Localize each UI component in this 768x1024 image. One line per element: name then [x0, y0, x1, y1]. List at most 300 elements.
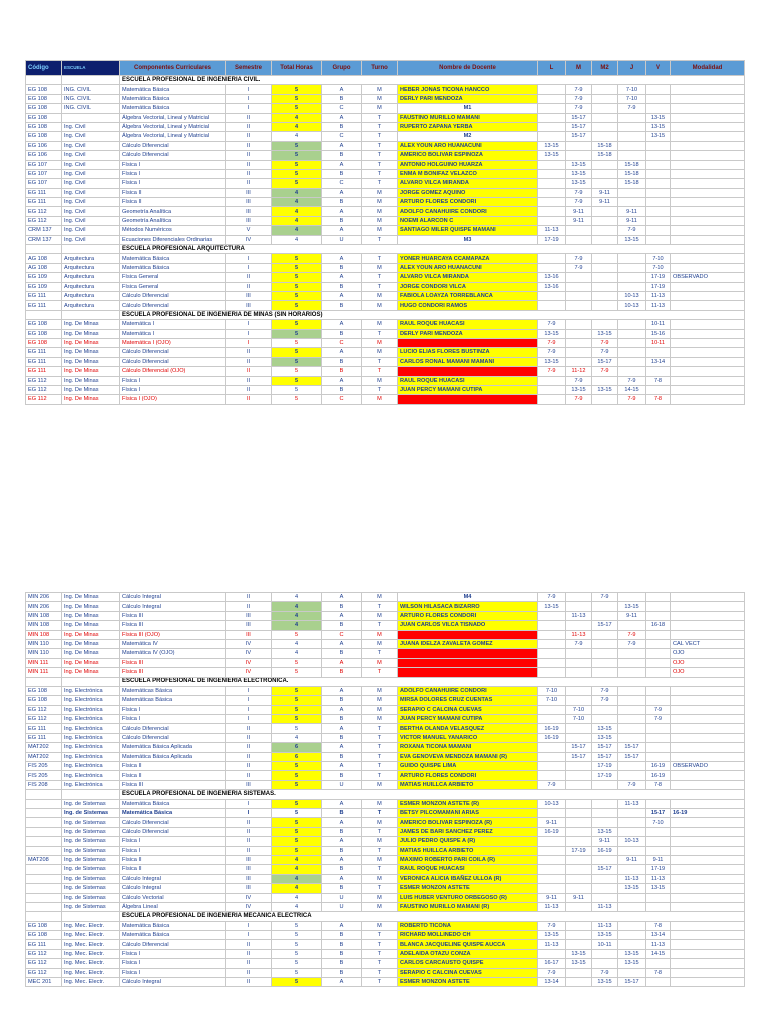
- column-header-codigo: Código: [26, 61, 62, 76]
- cell-grupo: C: [322, 338, 362, 347]
- cell-dia-j: [618, 696, 646, 705]
- cell-escuela: ING. CIVIL: [62, 104, 120, 113]
- cell-docente: JUAN PERCY MAMANI CUTIPA: [398, 385, 538, 394]
- cell-total-horas: 4: [272, 198, 322, 207]
- table-row: [26, 385, 745, 394]
- cell-semestre: II: [226, 593, 272, 602]
- cell-dia-v: [646, 207, 671, 216]
- cell-componente: Física I: [120, 179, 226, 188]
- table-row: [26, 855, 745, 864]
- cell-codigo: EG 112: [26, 968, 62, 977]
- table-row: [26, 893, 745, 902]
- cell-grupo: A: [322, 874, 362, 883]
- cell-docente: JUAN CARLOS VILCA TISNADO: [398, 621, 538, 630]
- cell-modalidad: [671, 85, 745, 94]
- cell-codigo: EG 107: [26, 160, 62, 169]
- cell-componente: Física I: [120, 837, 226, 846]
- header-row: [26, 61, 745, 76]
- cell-codigo: EG 108: [26, 122, 62, 131]
- cell-modalidad: [671, 188, 745, 197]
- cell-escuela: Arquitectura: [62, 282, 120, 291]
- cell-modalidad: [671, 799, 745, 808]
- cell-codigo: [26, 818, 62, 827]
- cell-modalidad: [671, 301, 745, 310]
- cell-semestre: III: [226, 621, 272, 630]
- cell-escuela: Ing. Electrónica: [62, 743, 120, 752]
- cell-dia-v: 7-9: [646, 715, 671, 724]
- cell-docente: ARTURO FLORES CONDORI: [398, 198, 538, 207]
- table-row: [26, 254, 745, 263]
- table-row: [26, 771, 745, 780]
- cell-codigo: EG 108: [26, 132, 62, 141]
- cell-dia-v: [646, 169, 671, 178]
- cell-turno: T: [362, 282, 398, 291]
- cell-codigo: EG 112: [26, 395, 62, 404]
- cell-semestre: III: [226, 780, 272, 789]
- cell-semestre: II: [226, 743, 272, 752]
- cell-componente: Matemática Básica: [120, 799, 226, 808]
- cell-turno: T: [362, 762, 398, 771]
- cell-docente: ENMA M BONIFAZ VELAZCO: [398, 169, 538, 178]
- cell-dia-m2: [592, 602, 618, 611]
- cell-dia-m2: 13-15: [592, 978, 618, 987]
- column-header-dia-m2: M2: [592, 61, 618, 76]
- cell-componente: Geometría Analítica: [120, 216, 226, 225]
- cell-turno: T: [362, 602, 398, 611]
- cell-componente: Matemática I: [120, 320, 226, 329]
- cell-dia-l: [538, 630, 566, 639]
- cell-codigo: EG 108: [26, 338, 62, 347]
- cell-dia-v: 11-13: [646, 940, 671, 949]
- cell-componente: Métodos Numéricos: [120, 226, 226, 235]
- cell-dia-l: [538, 705, 566, 714]
- cell-docente: HUGO CONDORI RAMOS: [398, 301, 538, 310]
- cell-dia-v: 7-8: [646, 780, 671, 789]
- cell-escuela: Ing. De Minas: [62, 630, 120, 639]
- cell-escuela: Ing. Civil: [62, 160, 120, 169]
- cell-turno: M: [362, 921, 398, 930]
- cell-total-horas: 5: [272, 799, 322, 808]
- cell-empty: [26, 76, 62, 85]
- cell-dia-m: [566, 273, 592, 282]
- cell-semestre: IV: [226, 639, 272, 648]
- cell-componente: Matemática I: [120, 329, 226, 338]
- cell-escuela: Ing. Electrónica: [62, 705, 120, 714]
- cell-grupo: A: [322, 799, 362, 808]
- cell-escuela: ING. CIVIL: [62, 85, 120, 94]
- cell-escuela: Ing. De Minas: [62, 658, 120, 667]
- table-row: [26, 705, 745, 714]
- cell-modalidad: [671, 320, 745, 329]
- cell-grupo: A: [322, 113, 362, 122]
- cell-dia-l: [538, 207, 566, 216]
- cell-dia-l: [538, 188, 566, 197]
- cell-dia-j: 15-18: [618, 179, 646, 188]
- cell-dia-m2: [592, 207, 618, 216]
- cell-dia-m2: 15-17: [592, 865, 618, 874]
- cell-escuela: Ing. Civil: [62, 179, 120, 188]
- cell-dia-l: [538, 808, 566, 817]
- cell-codigo: EG 111: [26, 940, 62, 949]
- cell-dia-l: 7-10: [538, 696, 566, 705]
- cell-semestre: II: [226, 385, 272, 394]
- table-row: [26, 611, 745, 620]
- cell-total-horas: 5: [272, 160, 322, 169]
- table-row: [26, 724, 745, 733]
- cell-semestre: II: [226, 357, 272, 366]
- cell-dia-l: [538, 668, 566, 677]
- cell-docente: BLANCA JACQUELINE QUISPE AUCCA: [398, 940, 538, 949]
- cell-grupo: U: [322, 780, 362, 789]
- cell-total-horas: 5: [272, 949, 322, 958]
- cell-modalidad: [671, 724, 745, 733]
- cell-turno: T: [362, 931, 398, 940]
- cell-modalidad: [671, 837, 745, 846]
- cell-turno: T: [362, 151, 398, 160]
- cell-dia-m2: 11-13: [592, 921, 618, 930]
- cell-componente: Física I: [120, 376, 226, 385]
- cell-dia-m: 15-17: [566, 113, 592, 122]
- cell-dia-m2: 7-9: [592, 367, 618, 376]
- cell-total-horas: 5: [272, 151, 322, 160]
- table-row: [26, 395, 745, 404]
- cell-dia-m2: [592, 85, 618, 94]
- cell-dia-l: 7-9: [538, 780, 566, 789]
- cell-grupo: B: [322, 301, 362, 310]
- cell-total-horas: 4: [272, 621, 322, 630]
- cell-componente: Física I: [120, 949, 226, 958]
- cell-dia-m: [566, 348, 592, 357]
- cell-grupo: A: [322, 743, 362, 752]
- cell-escuela: Ing. Civil: [62, 169, 120, 178]
- cell-dia-m2: [592, 715, 618, 724]
- cell-dia-m2: 13-15: [592, 827, 618, 836]
- cell-componente: Cálculo Diferencial: [120, 151, 226, 160]
- cell-codigo: EG 109: [26, 282, 62, 291]
- cell-dia-v: [646, 846, 671, 855]
- cell-grupo: C: [322, 395, 362, 404]
- cell-docente: DERLY PARI MENDOZA: [398, 94, 538, 103]
- cell-dia-l: [538, 160, 566, 169]
- cell-dia-j: 13-15: [618, 602, 646, 611]
- cell-componente: Física III: [120, 621, 226, 630]
- cell-dia-m: [566, 621, 592, 630]
- table-row: [26, 104, 745, 113]
- cell-grupo: A: [322, 188, 362, 197]
- cell-dia-v: 17-19: [646, 273, 671, 282]
- cell-total-horas: 4: [272, 855, 322, 864]
- cell-dia-v: 7-10: [646, 263, 671, 272]
- cell-modalidad: [671, 151, 745, 160]
- cell-dia-m: [566, 931, 592, 940]
- cell-docente: ADELAIDA OTAZU CONZA: [398, 949, 538, 958]
- cell-dia-m2: [592, 216, 618, 225]
- cell-modalidad: [671, 385, 745, 394]
- cell-codigo: EG 108: [26, 104, 62, 113]
- table-row: [26, 357, 745, 366]
- cell-escuela: Ing. De Minas: [62, 320, 120, 329]
- cell-modalidad: [671, 376, 745, 385]
- table-row: [26, 827, 745, 836]
- cell-componente: Matemática Básica: [120, 94, 226, 103]
- cell-total-horas: 5: [272, 94, 322, 103]
- cell-dia-m: [566, 865, 592, 874]
- table-row: [26, 940, 745, 949]
- cell-dia-m2: [592, 291, 618, 300]
- table-row: [26, 808, 745, 817]
- cell-dia-m: 15-17: [566, 743, 592, 752]
- cell-escuela: Ing. Civil: [62, 188, 120, 197]
- cell-componente: Matemática IV (OJO): [120, 649, 226, 658]
- cell-modalidad: [671, 198, 745, 207]
- cell-codigo: EG 112: [26, 207, 62, 216]
- cell-dia-v: 9-11: [646, 855, 671, 864]
- cell-dia-m2: 13-15: [592, 385, 618, 394]
- cell-turno: M: [362, 291, 398, 300]
- cell-dia-m2: [592, 301, 618, 310]
- cell-dia-v: 7-8: [646, 921, 671, 930]
- table-row: [26, 902, 745, 911]
- cell-modalidad: [671, 160, 745, 169]
- cell-dia-j: [618, 263, 646, 272]
- cell-dia-l: [538, 179, 566, 188]
- cell-codigo: MAT202: [26, 743, 62, 752]
- cell-grupo: A: [322, 762, 362, 771]
- cell-dia-j: 14-15: [618, 385, 646, 394]
- cell-semestre: II: [226, 724, 272, 733]
- cell-turno: T: [362, 808, 398, 817]
- cell-grupo: B: [322, 198, 362, 207]
- cell-dia-j: [618, 132, 646, 141]
- cell-dia-l: [538, 649, 566, 658]
- cell-dia-v: [646, 630, 671, 639]
- cell-dia-v: 13-15: [646, 884, 671, 893]
- cell-dia-m2: [592, 780, 618, 789]
- cell-dia-j: 13-15: [618, 235, 646, 244]
- cell-semestre: II: [226, 837, 272, 846]
- cell-total-horas: 5: [272, 630, 322, 639]
- section-row: [26, 76, 745, 85]
- cell-semestre: II: [226, 113, 272, 122]
- cell-modalidad: [671, 357, 745, 366]
- cell-grupo: A: [322, 639, 362, 648]
- cell-semestre: IV: [226, 893, 272, 902]
- cell-total-horas: 5: [272, 104, 322, 113]
- cell-dia-j: [618, 818, 646, 827]
- cell-escuela: ING. CIVIL: [62, 94, 120, 103]
- column-header-escuela: ESCUELA: [62, 61, 120, 76]
- section-title: ESCUELA PROFESIONAL DE INGENIERIA CIVIL.: [120, 76, 745, 85]
- cell-modalidad: [671, 959, 745, 968]
- cell-total-horas: 4: [272, 902, 322, 911]
- cell-dia-j: 9-11: [618, 207, 646, 216]
- cell-grupo: A: [322, 348, 362, 357]
- cell-docente: ALVARO VILCA MIRANDA: [398, 273, 538, 282]
- cell-dia-v: [646, 827, 671, 836]
- cell-componente: Física I: [120, 968, 226, 977]
- cell-grupo: C: [322, 104, 362, 113]
- cell-docente: LUIS HUBER VENTURO ORBEGOSO (R): [398, 893, 538, 902]
- cell-docente: JUAN PERCY MAMANI CUTIPA: [398, 715, 538, 724]
- cell-grupo: B: [322, 357, 362, 366]
- cell-empty: [62, 790, 120, 799]
- cell-semestre: II: [226, 169, 272, 178]
- cell-dia-m: 13-15: [566, 959, 592, 968]
- cell-dia-l: 7-9: [538, 367, 566, 376]
- cell-docente: NOEMI ALARCON C: [398, 216, 538, 225]
- cell-turno: T: [362, 385, 398, 394]
- cell-turno: T: [362, 940, 398, 949]
- cell-dia-l: [538, 639, 566, 648]
- cell-dia-j: 11-13: [618, 799, 646, 808]
- cell-turno: M: [362, 198, 398, 207]
- cell-escuela: Ing. Civil: [62, 122, 120, 131]
- cell-grupo: B: [322, 151, 362, 160]
- cell-docente: JORGE CONDORI VILCA: [398, 282, 538, 291]
- cell-codigo: [26, 846, 62, 855]
- table-row: [26, 884, 745, 893]
- cell-codigo: EG 108: [26, 696, 62, 705]
- table-row: [26, 207, 745, 216]
- cell-dia-l: [538, 743, 566, 752]
- cell-codigo: MIN 206: [26, 602, 62, 611]
- cell-docente: JULIO PEDRO QUISPE A (R): [398, 837, 538, 846]
- cell-semestre: I: [226, 715, 272, 724]
- cell-total-horas: 4: [272, 113, 322, 122]
- cell-modalidad: [671, 338, 745, 347]
- cell-modalidad: [671, 169, 745, 178]
- cell-escuela: Ing. de Sistemas: [62, 846, 120, 855]
- cell-componente: Física II: [120, 198, 226, 207]
- table-row: [26, 226, 745, 235]
- cell-dia-l: [538, 884, 566, 893]
- cell-componente: Cálculo Diferencial: [120, 301, 226, 310]
- cell-componente: Álgebra Lineal: [120, 902, 226, 911]
- cell-semestre: I: [226, 263, 272, 272]
- cell-semestre: II: [226, 376, 272, 385]
- cell-semestre: II: [226, 959, 272, 968]
- table-row: [26, 874, 745, 883]
- cell-total-horas: 5: [272, 273, 322, 282]
- cell-total-horas: 5: [272, 724, 322, 733]
- cell-dia-m2: [592, 376, 618, 385]
- cell-total-horas: 5: [272, 141, 322, 150]
- cell-escuela: Ing. Civil: [62, 216, 120, 225]
- cell-grupo: B: [322, 122, 362, 131]
- cell-dia-l: [538, 715, 566, 724]
- cell-escuela: Ing. De Minas: [62, 649, 120, 658]
- cell-turno: M: [362, 104, 398, 113]
- cell-codigo: EG 112: [26, 715, 62, 724]
- cell-codigo: EG 112: [26, 216, 62, 225]
- cell-dia-j: 7-9: [618, 630, 646, 639]
- cell-escuela: Ing. De Minas: [62, 621, 120, 630]
- cell-modalidad: [671, 846, 745, 855]
- cell-grupo: B: [322, 968, 362, 977]
- cell-dia-m: [566, 226, 592, 235]
- cell-dia-v: [646, 198, 671, 207]
- cell-modalidad: [671, 226, 745, 235]
- cell-escuela: Ing. de Sistemas: [62, 874, 120, 883]
- cell-dia-m2: 7-9: [592, 348, 618, 357]
- table-row: [26, 602, 745, 611]
- cell-dia-m2: 10-11: [592, 940, 618, 949]
- cell-modalidad: [671, 367, 745, 376]
- cell-componente: Cálculo Diferencial: [120, 141, 226, 150]
- cell-turno: M: [362, 799, 398, 808]
- cell-codigo: FIS 205: [26, 762, 62, 771]
- cell-semestre: III: [226, 884, 272, 893]
- cell-docente: [398, 367, 538, 376]
- cell-dia-j: [618, 921, 646, 930]
- cell-codigo: EG 107: [26, 169, 62, 178]
- cell-docente: MIRSA DOLORES CRUZ CUENTAS: [398, 696, 538, 705]
- cell-semestre: III: [226, 611, 272, 620]
- cell-escuela: Ing. De Minas: [62, 602, 120, 611]
- cell-semestre: II: [226, 940, 272, 949]
- cell-dia-m2: 7-9: [592, 338, 618, 347]
- table-row: [26, 799, 745, 808]
- cell-turno: T: [362, 968, 398, 977]
- cell-dia-j: [618, 931, 646, 940]
- cell-dia-m: [566, 818, 592, 827]
- cell-total-horas: 5: [272, 818, 322, 827]
- cell-dia-l: 7-10: [538, 686, 566, 695]
- cell-modalidad: [671, 855, 745, 864]
- cell-dia-m2: 13-15: [592, 724, 618, 733]
- table-row: [26, 865, 745, 874]
- cell-modalidad: [671, 715, 745, 724]
- cell-total-horas: 4: [272, 884, 322, 893]
- cell-escuela: Ing. Mec. Electr.: [62, 949, 120, 958]
- cell-dia-m2: [592, 959, 618, 968]
- cell-escuela: Ing. de Sistemas: [62, 902, 120, 911]
- cell-componente: Matemática Básica: [120, 808, 226, 817]
- cell-dia-m: 11-13: [566, 630, 592, 639]
- cell-empty: [62, 912, 120, 921]
- cell-dia-l: 11-13: [538, 940, 566, 949]
- cell-grupo: B: [322, 385, 362, 394]
- cell-componente: Física II: [120, 855, 226, 864]
- cell-grupo: A: [322, 724, 362, 733]
- cell-docente: AMERICO BOLIVAR ESPINOZA (R): [398, 818, 538, 827]
- cell-modalidad: [671, 122, 745, 131]
- cell-dia-v: 10-11: [646, 320, 671, 329]
- cell-dia-j: [618, 940, 646, 949]
- cell-modalidad: 16-19: [671, 808, 745, 817]
- cell-dia-v: [646, 226, 671, 235]
- cell-dia-m: 7-9: [566, 254, 592, 263]
- cell-componente: Matemática I (OJO): [120, 338, 226, 347]
- cell-dia-v: [646, 367, 671, 376]
- cell-dia-l: [538, 621, 566, 630]
- cell-escuela: Ing. De Minas: [62, 639, 120, 648]
- cell-dia-l: 13-14: [538, 978, 566, 987]
- cell-codigo: EG 108: [26, 931, 62, 940]
- table-row: [26, 169, 745, 178]
- cell-semestre: II: [226, 141, 272, 150]
- cell-componente: Matemática Básica: [120, 921, 226, 930]
- cell-dia-l: [538, 254, 566, 263]
- cell-docente: M3: [398, 235, 538, 244]
- cell-dia-j: [618, 668, 646, 677]
- cell-dia-m: 7-9: [566, 188, 592, 197]
- table-row: [26, 630, 745, 639]
- cell-dia-v: [646, 696, 671, 705]
- column-header-dia-m: M: [566, 61, 592, 76]
- cell-dia-m: [566, 827, 592, 836]
- cell-dia-m2: [592, 273, 618, 282]
